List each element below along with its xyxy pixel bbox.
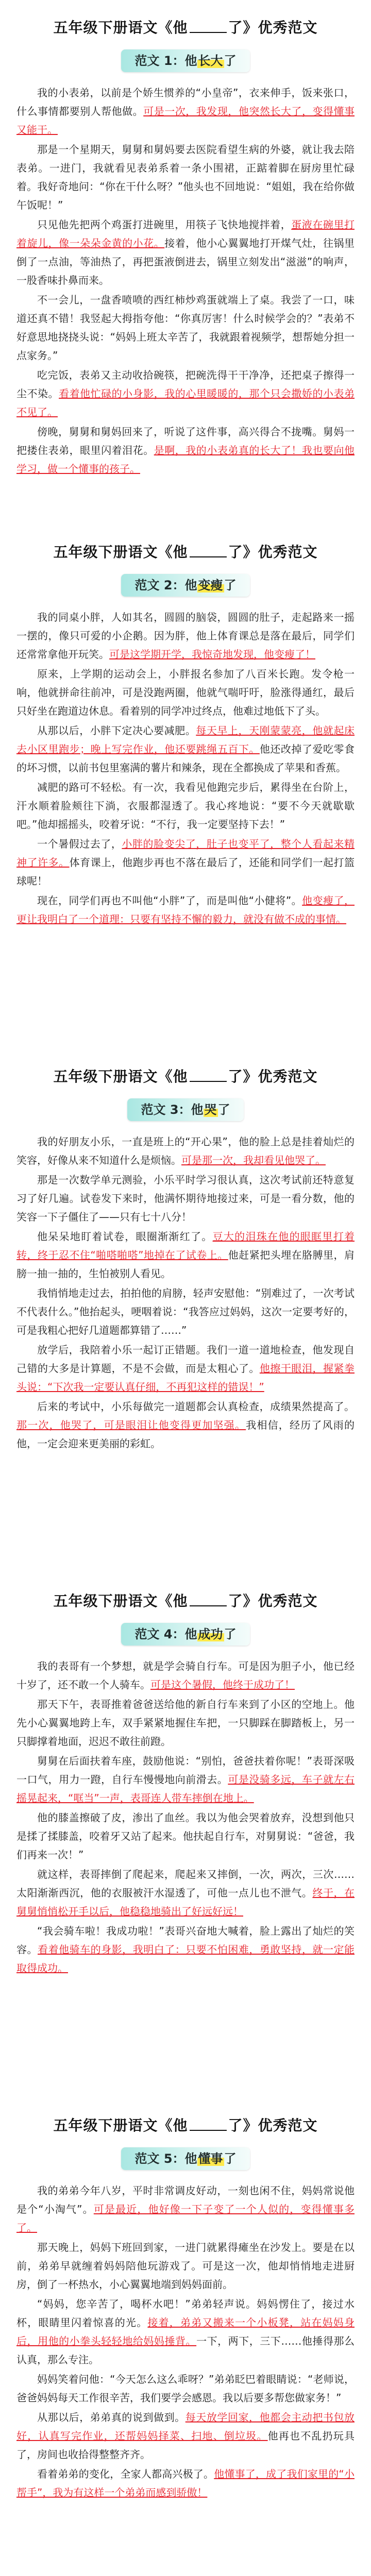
heading-text-before-blank: 五年级下册语文《他 [53, 2117, 188, 2134]
heading-text-before-blank: 五年级下册语文《他 [53, 1068, 188, 1085]
essay-paragraph [16, 1922, 355, 1977]
emphasis-sentence: 小胖的脸变尖了，肚子也变平了，整个人看起来精神了许多。 [16, 838, 355, 869]
text-segment: 那天晚上，妈妈下班回到家，一进门就累得瘫坐在沙发上。要是在以前，弟弟早就缠着妈妈陪他玩游戏了。可是这一次，他却悄悄地走进厨房，倒了一杯热水，小心翼翼地端到妈妈面前。 [16, 2241, 355, 2291]
text-segment: 他呆呆地盯着试卷，眼圈渐渐红了。 [37, 1230, 213, 1243]
emphasis-sentence: 看着他忙碌的小身影，我的心里暖暖的，那个只会撒娇的小表弟不见了。 [16, 387, 355, 418]
emphasis-sentence: 可是最近，他好像一下子变了一个人似的，变得懂事多了。 [16, 2203, 355, 2234]
heading-text-after-blank: 了》优秀范文 [228, 1068, 318, 1085]
essay-paragraph [16, 422, 355, 478]
essay-paragraph [16, 1397, 355, 1453]
text-segment: 一个暑假过去了， [37, 838, 122, 850]
heading-text-before-blank: 五年级下册语文《他 [53, 19, 188, 36]
essay-paragraph [16, 665, 355, 720]
essay-paragraph [16, 1227, 355, 1283]
text-segment: 那天下午，表哥推着爸爸送给他的新自行车来到了小区的空地上。他先小心翼翼地跨上车，双手紧紧地握住车把，一只脚踩在脚踏板上，另一只脚撑着地面，迟迟不敢往前蹬。 [16, 1698, 355, 1748]
essay-title-banner [127, 1098, 243, 1121]
heading-text-after-blank: 了》优秀范文 [228, 544, 318, 561]
essay-paragraph [16, 1657, 355, 1694]
essay-title-after: 了 [224, 578, 237, 592]
essay-paragraph [16, 2295, 355, 2369]
essay-paragraph [16, 2238, 355, 2294]
essay-paragraph [16, 1695, 355, 1751]
essay-title-before: 他 [184, 1627, 197, 1641]
text-segment: 一下，两下，三下……他捶得那么认真，那么专注。 [16, 2335, 355, 2366]
emphasis-sentence: 可是那一次，我却看见他哭了。 [181, 1154, 326, 1166]
text-segment: 就这样，表哥摔倒了爬起来，爬起来又摔倒，一次，两次，三次……太阳渐渐西沉，他的衣服被汗水湿透了，可他一点儿也不泄气。 [16, 1868, 355, 1899]
text-segment: “妈妈，您辛苦了，喝杯水吧！”弟弟轻声说。妈妈愣住了，接过水杯，眼睛里闪着惊喜的光。 [16, 2298, 355, 2329]
essay-paragraph [16, 2370, 355, 2407]
title-blank-line [190, 2116, 227, 2131]
essay-label: 范文 4： [134, 1627, 185, 1641]
emphasis-sentence: 可是这学期开学，我惊奇地发现，他变瘦了！ [109, 648, 315, 660]
text-segment: 我相信，经历了风雨的他，一定会迎来更美丽的彩虹。 [16, 1419, 355, 1450]
title-blank-line [190, 543, 227, 557]
page-heading [16, 2115, 355, 2136]
essay-paragraph [16, 1341, 355, 1396]
essay-paragraph [16, 1808, 355, 1864]
emphasis-sentence: 他变瘦了，更让我明白了一个道理：只要有坚持不懈的毅力，就没有做不成的事情。 [16, 894, 355, 925]
essay-paragraph [16, 778, 355, 834]
essay-section [0, 524, 371, 1049]
text-segment: 妈妈笑着问他：“今天怎么这么乖呀？”弟弟眨巴着眼睛说：“老师说，爸爸妈妈每天工作很辛苦，我们要学会感恩。我以后要多帮您做家务！” [16, 2373, 355, 2404]
text-segment: 傍晚，舅舅和舅妈回来了，听说了这件事，高兴得合不拢嘴。舅妈一把搂住表弟，眼里闪着泪花。 [16, 426, 355, 456]
title-blank-line [190, 1592, 227, 1606]
page-heading [16, 542, 355, 563]
essay-title-after: 了 [224, 1627, 237, 1641]
essay-label: 范文 5： [134, 2151, 185, 2166]
text-segment: 体育课上，他跑步再也不落在最后了，还能和同学们一起打篮球呢！ [16, 856, 355, 887]
emphasis-sentence: 是啊，我的小表弟真的长大了！我也要向他学习，做一个懂事的孩子。 [16, 444, 355, 475]
text-segment: 他的膝盖擦破了皮，渗出了血丝。我以为他会哭着放弃，没想到他只是揉了揉膝盖，咬着牙又站了起来。他扶起自行车，对舅舅说：“爸爸，我们再来一次！” [16, 1811, 355, 1861]
emphasis-sentence: 可是没骑多远，车子就左右摇晃起来，“哐当”一声，表哥连人带车摔倒在地上。 [16, 1773, 355, 1804]
essay-paragraph [16, 140, 355, 214]
page-heading [16, 18, 355, 38]
essay-paragraph [16, 1752, 355, 1807]
heading-text-before-blank: 五年级下册语文《他 [53, 1592, 188, 1609]
essay-section [0, 1049, 371, 1573]
text-segment: 接着，他小心翼翼地打开煤气灶，往锅里倒了一点油，等油热了，再把蛋液倒进去，锅里立刻发出“滋滋”的响声，一股香味扑鼻而来。 [16, 237, 355, 286]
text-segment: 我的小表弟，以前是个娇生惯养的“小皇帝”，衣来伸手，饭来张口，什么事情都要别人帮他做。 [16, 87, 355, 117]
essay-paragraph [16, 2465, 355, 2502]
heading-text-before-blank: 五年级下册语文《他 [53, 544, 188, 561]
heading-text-after-blank: 了》优秀范文 [228, 1592, 318, 1609]
essay-title-before: 他 [184, 2151, 197, 2166]
title-blank-line [190, 1067, 227, 1082]
essay-title-keyword: 变瘦 [198, 578, 223, 592]
essay-paragraph [16, 608, 355, 664]
essay-title-keyword: 懂事 [198, 2151, 223, 2166]
essay-paragraph [16, 366, 355, 421]
text-segment: “我会骑车啦！我成功啦！”表哥兴奋地大喊着，脸上露出了灿烂的笑容。 [16, 1925, 355, 1956]
emphasis-sentence: 每天早上，天刚蒙蒙亮，他就起床去小区里跑步；晚上写完作业，他还要跳绳五百下。 [16, 724, 355, 755]
essay-paragraph [16, 1865, 355, 1921]
text-segment: 我的同桌小胖，人如其名，圆圆的脑袋，圆圆的肚子，走起路来一摇一摆的，像只可爱的小企鹅。因为胖，他上体育课总是落在最后，同学们还常常拿他开玩笑。 [16, 611, 355, 660]
essay-title-before: 他 [184, 54, 197, 68]
essay-paragraph [16, 2408, 355, 2464]
text-segment: 舅舅在后面扶着车座，鼓励他说：“别怕，爸爸扶着你呢！”表哥深吸一口气，用力一蹬，自行车慢慢地向前滑去。 [16, 1755, 355, 1786]
essay-paragraph [16, 835, 355, 890]
page-heading [16, 1066, 355, 1087]
essay-title-banner [121, 49, 249, 72]
heading-text-after-blank: 了》优秀范文 [228, 2117, 318, 2134]
essay-title-before: 他 [184, 578, 197, 592]
text-segment: 放学后，我陪着小乐一起订正错题。我们一道一道地检查，他发现自己错的大多是计算题，不是不会做，而是太粗心了。 [16, 1344, 355, 1375]
emphasis-sentence: 那一次，他哭了，可是眼泪让他变得更加坚强。 [16, 1419, 246, 1431]
text-segment: 后来的考试中，小乐每做完一道题都会认真检查，成绩果然提高了。 [37, 1400, 355, 1413]
page-heading [16, 1591, 355, 1612]
emphasis-sentence: 豆大的泪珠在他的眼眶里打着转，终于忍不住“啪嗒啪嗒”地掉在了试卷上。 [16, 1230, 355, 1261]
essay-section [0, 0, 371, 524]
emphasis-sentence: 接着，弟弟又搬来一个小板凳，站在妈妈身后，用他的小拳头轻轻地给妈妈捶背。 [16, 2316, 355, 2347]
emphasis-sentence: 他擦干眼泪，握紧拳头说：“下次我一定要认真仔细，不再犯这样的错误！” [16, 1362, 355, 1393]
heading-text-after-blank: 了》优秀范文 [228, 19, 318, 36]
emphasis-sentence: 蛋液在碗里打着旋儿，像一朵朵金黄的小花。 [16, 218, 355, 249]
text-segment: 他赶紧把头埋在胳膊里，肩膀一抽一抽的，生怕被别人看见。 [16, 1249, 355, 1280]
text-segment: 原来，上学期的运动会上，小胖报名参加了八百米长跑。发令枪一响，他就拼命往前冲，可是没跑两圈，他就气喘吁吁，脸涨得通红，最后只好坐在跑道边休息。看着别的同学冲过终点，他难过地低下了头。 [16, 668, 355, 717]
essay-paragraph [16, 1171, 355, 1226]
emphasis-sentence: 看着他骑车的身影，我明白了：只要不怕困难，勇敢坚持，就一定能取得成功。 [16, 1943, 355, 1974]
text-segment: 我的好朋友小乐，一直是班上的“开心果”，他的脸上总是挂着灿烂的笑容，好像从来不知道什么是烦恼。 [16, 1136, 355, 1166]
text-segment: 减肥的路可不轻松。有一次，我看见他跑完步后，累得坐在台阶上，汗水顺着脸颊往下淌，衣服都湿透了。我心疼地说：“要不今天就歇歇吧。”他却摇摇头，咬着牙说：“不行，我一定要坚持下去！” [16, 781, 355, 831]
essay-paragraph [16, 1132, 355, 1170]
text-segment: 我的表哥有一个梦想，就是学会骑自行车。可是因为胆子小，他已经十岁了，还不敢一个人骑车。 [16, 1660, 355, 1691]
text-segment: 看着弟弟的变化，全家人都高兴极了。 [37, 2468, 214, 2480]
emphasis-sentence: 可是这个暑假，他终于成功了！ [150, 1679, 295, 1691]
essay-title-banner [121, 2147, 249, 2170]
emphasis-sentence: 他懂事了，成了我们家里的“小帮手”，我为有这样一个弟弟而感到骄傲！ [16, 2468, 355, 2499]
essay-section [0, 2098, 371, 2576]
essay-title-after: 了 [224, 54, 237, 68]
text-segment: 从那以后，弟弟真的说到做到。 [37, 2411, 185, 2424]
essay-title-banner [121, 1623, 249, 1646]
essay-title-keyword: 哭 [204, 1103, 217, 1117]
essay-paragraph [16, 721, 355, 777]
essay-paragraph [16, 2181, 355, 2237]
emphasis-sentence: 每天放学回家，他都会主动把书包放好，认真写完作业，还帮妈妈择菜、扫地、倒垃圾。 [16, 2411, 355, 2442]
essay-title-after: 了 [224, 2151, 237, 2166]
text-segment: 从那以后，小胖下定决心要减肥。 [37, 724, 196, 737]
text-segment: 那是一次数学单元测验，小乐平时学习很认真，这次考试前还特意复习了好几遍。试卷发下来时，他满怀期待地接过来，可是一看分数，他的笑容一下子僵住了——只有七十八分！ [16, 1174, 355, 1223]
text-segment: 他再也不乱扔玩具了，房间也收拾得整整齐齐。 [16, 2430, 355, 2461]
emphasis-sentence: 终于，在舅舅悄悄松开手以后，他稳稳地骑出了好远好远！ [16, 1887, 355, 1918]
text-segment: 他还改掉了爱吃零食的坏习惯，以前书包里塞满的薯片和辣条，现在全都换成了苹果和香蕉。 [16, 743, 355, 774]
essay-section [0, 1573, 371, 2098]
essay-paragraph [16, 1284, 355, 1340]
essay-label: 范文 1： [134, 54, 185, 68]
text-segment: 只见他先把两个鸡蛋打进碗里，用筷子飞快地搅拌着， [37, 218, 292, 231]
essay-title-keyword: 成功 [198, 1627, 223, 1641]
title-blank-line [190, 19, 227, 33]
text-segment: 那是一个星期天，舅舅和舅妈要去医院看望生病的外婆，就让我去陪表弟。一进门，我就看见表弟系着一条小围裙，正踮着脚在厨房里忙碌着。我好奇地问：“你在干什么呀？”他头也不回地说：“姐姐，我在给你做午饭呢！” [16, 143, 355, 211]
essay-label: 范文 3： [141, 1103, 191, 1117]
text-segment: 我的弟弟今年八岁，平时非常调皮好动，一刻也闲不住，妈妈常说他是个“小淘气”。 [16, 2184, 355, 2215]
text-segment: 现在，同学们再也不叫他“小胖”了，而是叫他“小健将”。 [37, 894, 302, 907]
essay-label: 范文 2： [134, 578, 185, 592]
emphasis-sentence: 可是一次，我发现，他突然长大了，变得懂事又能干。 [16, 105, 355, 136]
essay-title-before: 他 [191, 1103, 204, 1117]
text-segment: 我悄悄地走过去，拍拍他的肩膀，轻声安慰他：“别难过了，一次考试不代表什么。”他抬起头，哽咽着说：“我答应过妈妈，这次一定要考好的，可是我粗心把好几道题都算错了……” [16, 1287, 355, 1336]
text-segment: 吃完饭，表弟又主动收拾碗筷，把碗洗得干干净净，还把桌子擦得一尘不染。 [16, 369, 355, 400]
essay-title-keyword: 长大 [198, 54, 223, 68]
essay-title-after: 了 [217, 1103, 230, 1117]
text-segment: 不一会儿，一盘香喷喷的西红柿炒鸡蛋就端上了桌。我尝了一口，味道还真不错！我竖起大拇指夸他：“你真厉害！什么时候学会的？”表弟不好意思地挠挠头说：“妈妈上班太辛苦了，我就跟着视频学，想帮她分担一点家务。” [16, 294, 355, 362]
essay-paragraph [16, 291, 355, 365]
essay-paragraph [16, 891, 355, 928]
essay-paragraph [16, 215, 355, 290]
essay-paragraph [16, 83, 355, 139]
essay-title-banner [121, 574, 249, 597]
